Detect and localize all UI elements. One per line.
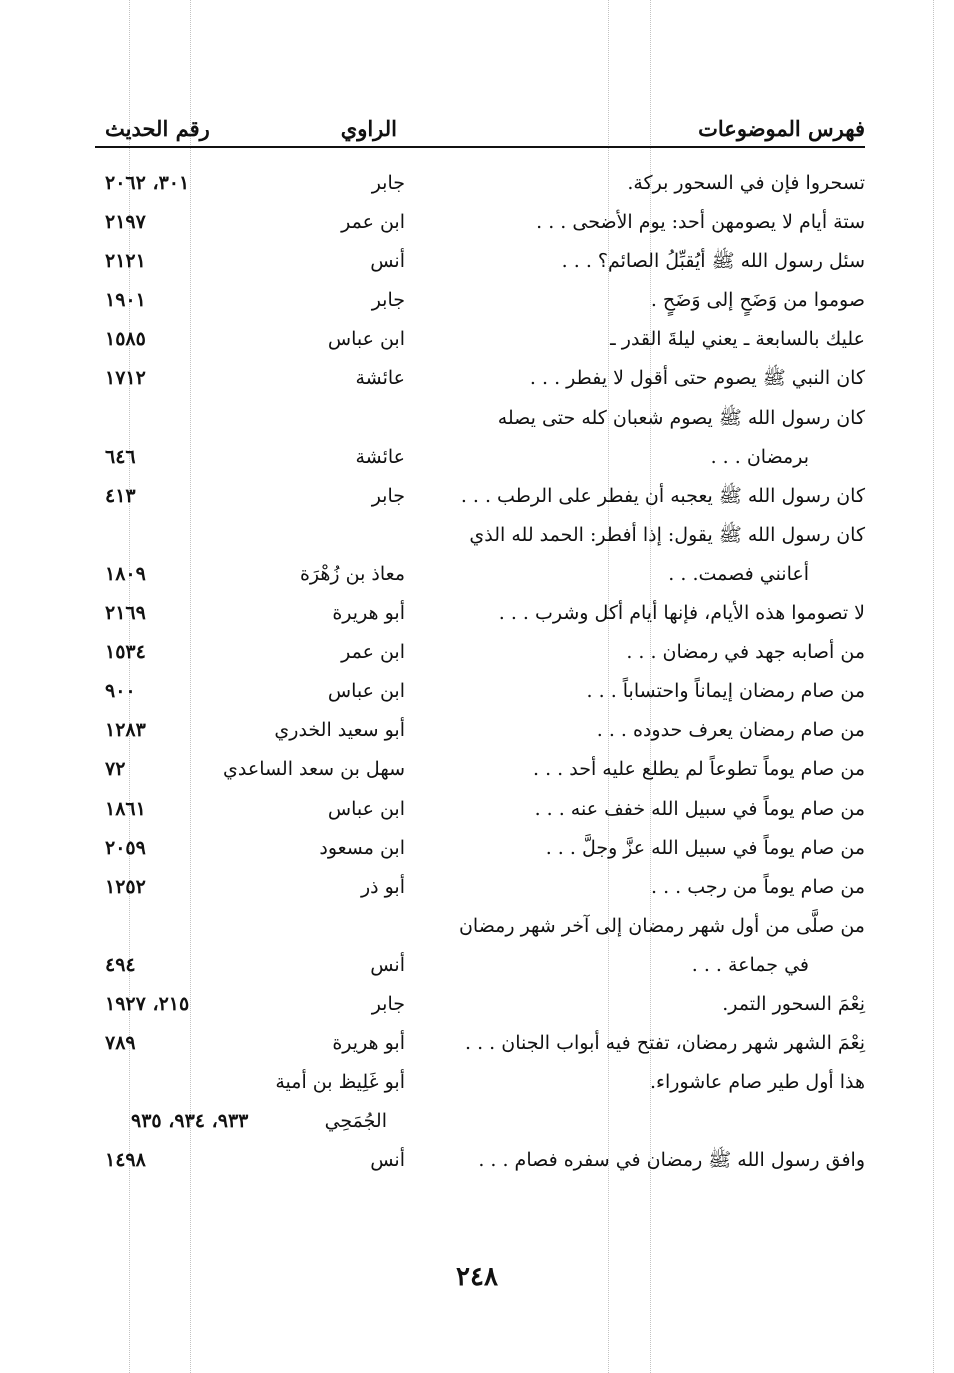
hadith-number: ١٨٠٩ <box>105 562 146 585</box>
index-row <box>95 829 865 868</box>
index-page <box>95 112 865 1180</box>
narrator-name: ابن عباس <box>327 797 405 820</box>
index-row <box>95 985 865 1024</box>
index-row <box>95 359 865 398</box>
hadith-topic: في جماعة . . . <box>691 953 809 976</box>
hadith-number: ٢١٥، ١٩٢٧ <box>105 992 190 1015</box>
index-row <box>95 477 865 516</box>
index-row <box>95 516 865 555</box>
hadith-number: ٢١٦٩ <box>105 602 146 625</box>
narrator-name: سهل بن سعد الساعدي <box>223 758 405 781</box>
index-row <box>95 1141 865 1180</box>
hadith-topic: من أصابه جهد في رمضان . . . <box>626 641 865 664</box>
hadith-topic: وافق رسول الله ﷺ رمضان في سفره فصام . . . <box>478 1149 865 1172</box>
index-row <box>95 907 865 946</box>
index-row <box>95 946 865 985</box>
index-row <box>95 399 865 438</box>
hadith-number: ٢١٩٧ <box>105 211 146 234</box>
hadith-topic: عليك بالسابعة ـ يعني ليلةَ القدر ـ <box>610 328 865 351</box>
hadith-topic: من صام يوماً تطوعاً لم يطلع عليه أحد . . . <box>533 758 865 781</box>
topic-column-heading: فهرس الموضوعات <box>698 116 865 141</box>
index-row <box>95 555 865 594</box>
hadith-number: ٤٩٤ <box>105 953 136 976</box>
hadith-topic: من صام يوماً من رجب . . . <box>650 875 865 898</box>
hadith-number: ١٢٥٢ <box>105 875 146 898</box>
index-row <box>95 320 865 359</box>
index-row <box>95 438 865 477</box>
narrator-name: جابر <box>371 484 405 507</box>
hadith-number: ١٨٦١ <box>105 797 146 820</box>
index-row <box>95 1102 865 1141</box>
hadith-topic: أعانني فصمت. . . <box>668 562 809 585</box>
index-row <box>95 1063 865 1102</box>
narrator-name: أبو ذر <box>360 875 405 898</box>
hadith-topic: ستة أيام لا يصومهن أحد: يوم الأضحى . . . <box>536 211 865 234</box>
hadith-topic: صوموا من وَضَحٍ إلى وَضَحٍ . <box>650 289 865 312</box>
narrator-name: أبو سعيد الخدري <box>274 719 405 742</box>
narrator-name: ابن عباس <box>327 680 405 703</box>
hadith-topic: كان النبي ﷺ يصوم حتى أقول لا يفطر . . . <box>529 367 865 390</box>
hadith-topic: لا تصوموا هذه الأيام، فإنها أيام أكل وشرب . . . <box>498 602 865 625</box>
hadith-topic: من صام رمضان يعرف حدوده . . . <box>596 719 865 742</box>
hadith-topic: كان رسول الله ﷺ يصوم شعبان كله حتى يصله <box>497 406 865 429</box>
index-row <box>95 790 865 829</box>
hadith-topic: من صلَّى من أول شهر رمضان إلى آخر شهر رمضان <box>458 914 865 937</box>
index-row <box>95 164 865 203</box>
index-row <box>95 1024 865 1063</box>
narrator-name: عائشة <box>355 367 405 390</box>
hadith-topic: نِعْمَ الشهر شهر رمضان، تفتح فيه أبواب الجنان . . . <box>465 1032 865 1055</box>
hadith-number: ١٥٣٤ <box>105 641 146 664</box>
hadith-topic: برمضان . . . <box>710 445 809 468</box>
index-row <box>95 594 865 633</box>
hadith-topic: نِعْمَ السحور التمر. <box>722 992 865 1015</box>
index-row <box>95 672 865 711</box>
hadith-topic: من صام يوماً في سبيل الله خفف عنه . . . <box>534 797 865 820</box>
narrator-name: أبو غَلِيظ بن أمية <box>275 1071 405 1094</box>
hadith-number: ٩٣٣، ٩٣٤، ٩٣٥ <box>131 1110 249 1133</box>
narrator-name: أبو هريرة <box>332 1032 405 1055</box>
narrator-name: جابر <box>371 289 405 312</box>
hadith-number: ١٩٠١ <box>105 289 146 312</box>
hadith-topic: من صام يوماً في سبيل الله عزَّ وجلَّ . . . <box>545 836 865 859</box>
narrator-name: ابن عباس <box>327 328 405 351</box>
index-row <box>95 281 865 320</box>
narrator-name: أنس <box>370 250 405 273</box>
hadith-number-column-heading: رقم الحديث <box>105 116 210 141</box>
hadith-number: ٤١٣ <box>105 484 136 507</box>
hadith-topic: هذا أول طير صام عاشوراء. <box>649 1071 865 1094</box>
column-guide-line <box>933 0 934 1373</box>
page-number: ٢٤٨ <box>456 1262 498 1292</box>
narrator-name: أبو هريرة <box>332 602 405 625</box>
hadith-number: ٣٠١، ٢٠٦٢ <box>105 172 190 194</box>
hadith-topic: من صام رمضان إيماناً واحتساباً . . . <box>586 680 865 703</box>
narrator-name: ابن عمر <box>341 211 405 234</box>
narrator-name: ابن مسعود <box>319 836 405 859</box>
narrator-name: أنس <box>370 1149 405 1172</box>
narrator-name: جابر <box>371 992 405 1015</box>
hadith-number: ٢٠٥٩ <box>105 836 146 859</box>
hadith-topic: كان رسول الله ﷺ يقول: إذا أفطر: الحمد لله الذي <box>469 523 865 546</box>
hadith-number: ١٤٩٨ <box>105 1149 146 1172</box>
hadith-number: ٩٠٠ <box>105 680 136 703</box>
hadith-number: ١٢٨٣ <box>105 719 146 742</box>
narrator-column-heading: الراوي <box>340 116 397 141</box>
index-row <box>95 242 865 281</box>
hadith-number: ٦٤٦ <box>105 445 136 468</box>
index-entries <box>95 164 865 1180</box>
narrator-name: أنس <box>370 953 405 976</box>
hadith-topic: سئل رسول الله ﷺ أيُقبِّلُ الصائم؟ . . . <box>561 250 865 273</box>
index-row <box>95 203 865 242</box>
hadith-number: ٧٢ <box>105 758 126 781</box>
narrator-name: عائشة <box>355 445 405 468</box>
index-row <box>95 750 865 789</box>
index-header <box>95 112 865 148</box>
narrator-name: الجُمَحِي <box>324 1110 387 1133</box>
index-row <box>95 633 865 672</box>
hadith-topic: تسحروا فإن في السحور بركة. <box>627 172 865 194</box>
index-row <box>95 711 865 750</box>
hadith-topic: كان رسول الله ﷺ يعجبه أن يفطر على الرطب . . . <box>460 484 865 507</box>
narrator-name: معاذ بن زُهْرَة <box>299 562 405 585</box>
hadith-number: ٧٨٩ <box>105 1032 136 1055</box>
narrator-name: ابن عمر <box>341 641 405 664</box>
hadith-number: ٢١٢١ <box>105 250 146 273</box>
index-row <box>95 868 865 907</box>
hadith-number: ١٥٨٥ <box>105 328 146 351</box>
narrator-name: جابر <box>371 172 405 194</box>
hadith-number: ١٧١٢ <box>105 367 146 390</box>
